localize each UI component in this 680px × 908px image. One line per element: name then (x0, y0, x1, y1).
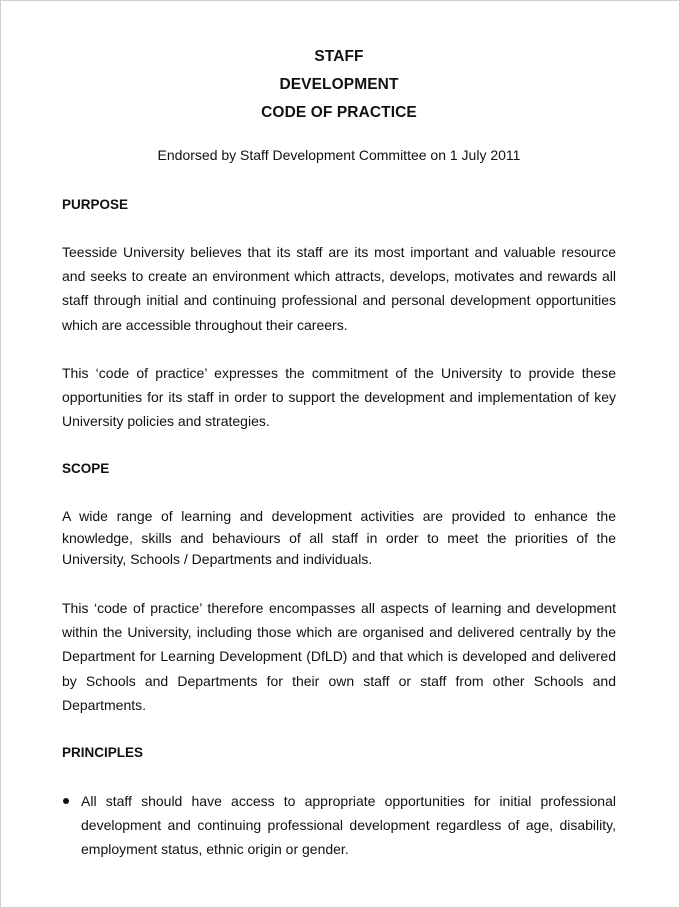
purpose-paragraph-2: This ‘code of practice’ expresses the commitment of the University to provide these opportunities for its staff in order to support the development and implementation of key University policies and strategies. (62, 364, 616, 430)
document-content (62, 1, 616, 862)
title-line: CODE OF PRACTICE (261, 104, 417, 121)
document-title (62, 43, 616, 127)
principles-list (62, 789, 616, 862)
scope-paragraph-2: This ‘code of practice’ therefore encompasses all aspects of learning and development within the University, including those which are organised and delivered centrally by the Department for Learning Development (DfLD) and that which is developed and delivered by Schools and Departments for their own staff or staff from other Schools and Departments. (62, 599, 616, 713)
endorsement-line: Endorsed by Staff Development Committee on 1 July 2011 (157, 147, 521, 163)
principle-text: All staff should have access to appropriate opportunities for initial professional development and continuing professional development regardless of age, disability, employment status, ethnic origin or gender. (81, 792, 616, 858)
section-heading-principles: PRINCIPLES (62, 744, 144, 760)
scope-paragraph-1: A wide range of learning and development activities are provided to enhance the knowledge, skills and behaviours of all staff in order to meet the priorities of the University, Schools / Departments and individuals. (62, 508, 616, 568)
title-line: STAFF (314, 48, 364, 65)
bullet-icon (63, 798, 69, 804)
purpose-paragraph-1: Teesside University believes that its staff are its most important and valuable resource and seeks to create an environment which attracts, develops, motivates and rewards all staff through initial and continuing professional and personal development opportunities which are accessible throughout their careers. (62, 244, 616, 333)
list-item (62, 789, 616, 862)
title-line: DEVELOPMENT (279, 76, 399, 93)
section-heading-purpose: PURPOSE (62, 197, 129, 212)
section-heading-scope: SCOPE (62, 461, 110, 477)
